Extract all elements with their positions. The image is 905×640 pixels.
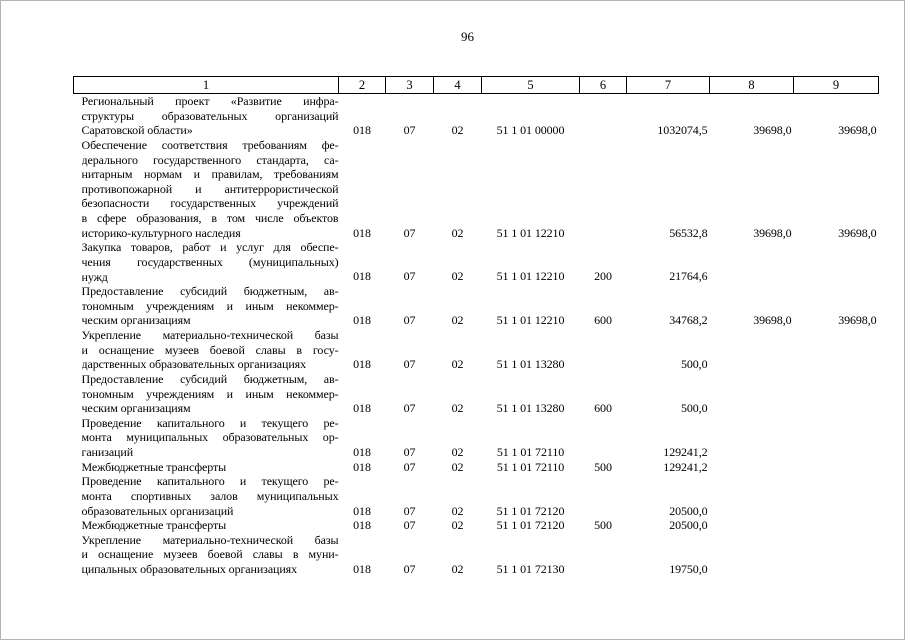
table-row xyxy=(74,518,879,533)
description-line: ганизаций xyxy=(81,445,134,459)
table-row xyxy=(74,284,879,328)
cell-amount-year3 xyxy=(794,416,879,460)
cell-amount-year3 xyxy=(794,328,879,372)
description-line: Межбюджетные трансферты xyxy=(81,459,227,474)
cell-target-article-code: 51 1 01 72130 xyxy=(496,562,565,577)
cell-target-article-code: 51 1 01 12210 xyxy=(496,269,565,284)
column-header: 4 xyxy=(434,77,482,94)
cell-section-code: 07 xyxy=(403,357,416,372)
description-line: дерального государственного стандарта, са- xyxy=(81,152,339,167)
description-line: нитарным нормам и правилам, требованиям xyxy=(81,167,339,182)
cell-grbs-code: 018 xyxy=(353,357,371,372)
cell-amount-year1: 500,0 xyxy=(680,401,708,416)
cell-expense-type-code xyxy=(580,533,627,577)
cell-amount-year1: 129241,2 xyxy=(663,459,708,474)
cell-amount-year3 xyxy=(794,518,879,533)
cell-subsection-code: 02 xyxy=(451,444,464,459)
cell-amount-year1: 500,0 xyxy=(680,357,708,372)
cell-section-code: 07 xyxy=(403,269,416,284)
row-description xyxy=(74,474,339,518)
row-description xyxy=(74,416,339,460)
cell-amount-year1: 129241,2 xyxy=(663,444,708,459)
cell-subsection-code: 02 xyxy=(451,123,464,138)
cell-subsection-code: 02 xyxy=(451,269,464,284)
description-line: монта спортивных залов муниципальных xyxy=(81,488,339,503)
cell-subsection-code: 02 xyxy=(451,357,464,372)
cell-section-code: 07 xyxy=(403,225,416,240)
cell-amount-year3 xyxy=(794,533,879,577)
table-row xyxy=(74,416,879,460)
cell-expense-type-code xyxy=(580,328,627,372)
cell-amount-year1: 20500,0 xyxy=(669,518,708,533)
description-line: Проведение капитального и текущего ре- xyxy=(81,474,339,489)
description-line: противопожарной и антитеррористической xyxy=(81,181,339,196)
cell-amount-year2 xyxy=(710,474,794,518)
description-line: и оснащение музеев боевой славы в муни- xyxy=(81,547,339,562)
cell-expense-type-code: 600 xyxy=(594,313,612,328)
cell-expense-type-code: 600 xyxy=(594,401,612,416)
cell-subsection-code: 02 xyxy=(451,503,464,518)
description-line: тономным учреждениям и иным некоммер- xyxy=(81,298,339,313)
cell-expense-type-code: 500 xyxy=(594,518,612,533)
description-line: историко-культурного наследия xyxy=(81,225,241,240)
description-line: структуры образовательных организаций xyxy=(81,108,339,123)
description-line: ческим организациям xyxy=(81,401,191,416)
cell-target-article-code: 51 1 01 72110 xyxy=(496,444,565,459)
table-row xyxy=(74,474,879,518)
description-line: Предоставление субсидий бюджетным, ав- xyxy=(81,371,339,386)
page-number: 96 xyxy=(461,29,474,44)
cell-grbs-code: 018 xyxy=(353,401,371,416)
description-line: Саратовской области» xyxy=(81,123,193,138)
cell-amount-year3: 39698,0 xyxy=(838,123,877,138)
cell-subsection-code: 02 xyxy=(451,225,464,240)
column-header: 1 xyxy=(74,77,339,94)
cell-target-article-code: 51 1 01 72120 xyxy=(496,518,565,533)
description-line: Региональный проект «Развитие инфра- xyxy=(81,94,339,108)
row-description xyxy=(74,240,339,284)
cell-expense-type-code xyxy=(580,94,627,138)
table-header xyxy=(74,77,879,94)
cell-amount-year2 xyxy=(710,372,794,416)
row-description xyxy=(74,138,339,240)
row-description xyxy=(74,284,339,328)
cell-grbs-code: 018 xyxy=(353,269,371,284)
cell-amount-year2: 39698,0 xyxy=(753,313,792,328)
cell-amount-year3: 39698,0 xyxy=(838,313,877,328)
table-body xyxy=(74,94,879,577)
cell-amount-year2: 39698,0 xyxy=(753,225,792,240)
cell-grbs-code: 018 xyxy=(353,123,371,138)
cell-amount-year1: 21764,6 xyxy=(669,269,708,284)
budget-table xyxy=(73,76,879,577)
cell-section-code: 07 xyxy=(403,518,416,533)
table-header-row xyxy=(74,77,879,94)
description-line: Укрепление материально-технической базы xyxy=(81,532,339,547)
cell-subsection-code: 02 xyxy=(451,313,464,328)
cell-grbs-code: 018 xyxy=(353,313,371,328)
cell-amount-year2 xyxy=(710,416,794,460)
cell-target-article-code: 51 1 01 12210 xyxy=(496,225,565,240)
table-row xyxy=(74,533,879,577)
cell-section-code: 07 xyxy=(403,313,416,328)
cell-amount-year1: 56532,8 xyxy=(669,225,708,240)
description-line: тономным учреждениям и иным некоммер- xyxy=(81,386,339,401)
cell-target-article-code: 51 1 01 13280 xyxy=(496,401,565,416)
table-row xyxy=(74,372,879,416)
cell-grbs-code: 018 xyxy=(353,444,371,459)
description-line: дарственных образовательных организациях xyxy=(81,357,306,372)
table-row xyxy=(74,460,879,475)
description-line: безопасности государственных учреждений xyxy=(81,196,339,211)
description-line: Проведение капитального и текущего ре- xyxy=(81,415,339,430)
row-description xyxy=(74,460,339,475)
description-line: Обеспечение соответствия требованиям фе- xyxy=(81,137,339,152)
cell-target-article-code: 51 1 01 12210 xyxy=(496,313,565,328)
description-line: чения государственных (муниципальных) xyxy=(81,254,339,269)
cell-section-code: 07 xyxy=(403,444,416,459)
column-header: 9 xyxy=(794,77,879,94)
row-description xyxy=(74,328,339,372)
description-line: в сфере образования, в том числе объектов xyxy=(81,211,339,225)
description-line: нужд xyxy=(81,269,108,284)
cell-expense-type-code: 200 xyxy=(594,269,612,284)
cell-amount-year2: 39698,0 xyxy=(753,123,792,138)
cell-target-article-code: 51 1 01 13280 xyxy=(496,357,565,372)
cell-amount-year3: 39698,0 xyxy=(838,225,877,240)
row-description xyxy=(74,372,339,416)
row-description xyxy=(74,94,339,138)
cell-amount-year1: 34768,2 xyxy=(669,313,708,328)
cell-expense-type-code: 500 xyxy=(594,459,612,474)
column-header: 6 xyxy=(580,77,627,94)
cell-grbs-code: 018 xyxy=(353,459,371,474)
description-line: ципальных образовательных организациях xyxy=(81,562,298,577)
row-description xyxy=(74,518,339,533)
description-line: монта муниципальных образовательных ор- xyxy=(81,430,339,445)
cell-amount-year2 xyxy=(710,518,794,533)
cell-target-article-code: 51 1 01 72110 xyxy=(496,459,565,474)
cell-section-code: 07 xyxy=(403,123,416,138)
description-line: ческим организациям xyxy=(81,313,191,328)
row-description xyxy=(74,533,339,577)
column-header: 7 xyxy=(627,77,710,94)
cell-grbs-code: 018 xyxy=(353,518,371,533)
cell-subsection-code: 02 xyxy=(451,562,464,577)
cell-amount-year2 xyxy=(710,328,794,372)
cell-amount-year2 xyxy=(710,460,794,475)
cell-subsection-code: 02 xyxy=(451,518,464,533)
column-header: 3 xyxy=(386,77,434,94)
cell-subsection-code: 02 xyxy=(451,459,464,474)
cell-subsection-code: 02 xyxy=(451,401,464,416)
cell-grbs-code: 018 xyxy=(353,225,371,240)
cell-target-article-code: 51 1 01 72120 xyxy=(496,503,565,518)
cell-amount-year1: 20500,0 xyxy=(669,503,708,518)
cell-amount-year2 xyxy=(710,240,794,284)
cell-section-code: 07 xyxy=(403,459,416,474)
column-header: 2 xyxy=(339,77,386,94)
cell-amount-year1: 1032074,5 xyxy=(657,123,708,138)
table-row xyxy=(74,138,879,240)
description-line: Укрепление материально-технической базы xyxy=(81,328,339,342)
cell-section-code: 07 xyxy=(403,503,416,518)
cell-grbs-code: 018 xyxy=(353,562,371,577)
description-line: Предоставление субсидий бюджетным, ав- xyxy=(81,284,339,299)
description-line: образовательных организаций xyxy=(81,503,234,518)
column-header: 8 xyxy=(710,77,794,94)
column-header: 5 xyxy=(482,77,580,94)
cell-amount-year3 xyxy=(794,240,879,284)
cell-amount-year3 xyxy=(794,460,879,475)
cell-amount-year1: 19750,0 xyxy=(669,562,708,577)
cell-section-code: 07 xyxy=(403,401,416,416)
description-line: Межбюджетные трансферты xyxy=(81,518,227,533)
cell-section-code: 07 xyxy=(403,562,416,577)
cell-amount-year3 xyxy=(794,474,879,518)
cell-grbs-code: 018 xyxy=(353,503,371,518)
cell-expense-type-code xyxy=(580,474,627,518)
cell-amount-year2 xyxy=(710,533,794,577)
cell-amount-year3 xyxy=(794,372,879,416)
cell-expense-type-code xyxy=(580,416,627,460)
description-line: и оснащение музеев боевой славы в госу- xyxy=(81,342,339,357)
table-row xyxy=(74,94,879,138)
description-line: Закупка товаров, работ и услуг для обеспе- xyxy=(81,240,339,255)
table-row xyxy=(74,240,879,284)
table-row xyxy=(74,328,879,372)
cell-expense-type-code xyxy=(580,138,627,240)
cell-target-article-code: 51 1 01 00000 xyxy=(496,123,565,138)
